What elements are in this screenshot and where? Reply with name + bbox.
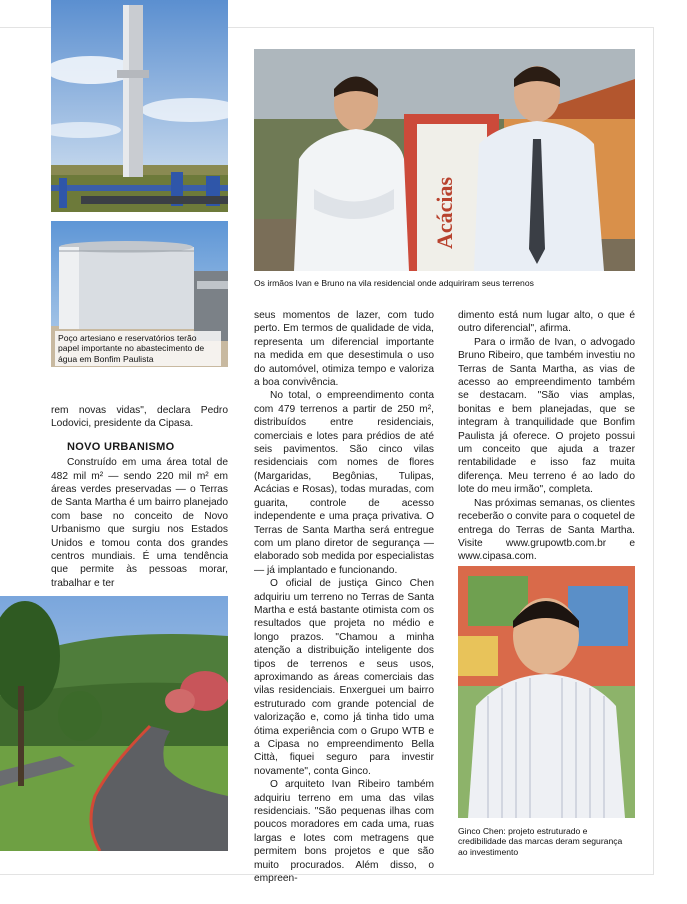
- ginco-chen-photo: [458, 566, 635, 818]
- brothers-photo-caption: Os irmãos Ivan e Bruno na vila residencial onde adquiriram seus terrenos: [254, 278, 534, 288]
- column-2-paragraph-1: seus momentos de lazer, com tudo perto. Em termos de qualidade de vida, representa um diferencial importante na medida em que desestimula o uso do automóvel, otimiza tempo e valoriza a boa convivência.: [254, 310, 434, 389]
- column-2: [254, 309, 434, 885]
- column-2-paragraph-4: O arquiteto Ivan Ribeiro também adquiriu terreno em uma das vilas residenciais. "São pequenas ilhas com poucos moradores em cada uma, ruas largas e lotes com metragens que permitem bons projetos e que são muito procurados. Além disso, o empreen-: [254, 779, 434, 885]
- water-tower-photo: [51, 0, 228, 212]
- brothers-photo: [254, 49, 635, 271]
- column-3-paragraph-2: Para o irmão de Ivan, o advogado Bruno Ribeiro, que também investiu no Terras de Santa Martha, as vias de acesso ao empreendimento também se destacam. "São vias amplas, bonitas e bem planejadas, que se integram à tranquilidade que Bonfim Paulista já oferece. O projeto possui um conceito que ajuda a trazer rentabilidade e isso faz muita diferença. Meu terreno é ao lado do lote do meu irmão", completa.: [458, 336, 635, 496]
- reservoir-photo-caption: Poço artesiano e reservatórios terão papel importante no abastecimento de água em Bonfim Paulista: [55, 331, 221, 366]
- section-heading: NOVO URBANISMO: [67, 440, 175, 453]
- column-1-paragraph: Construído em uma área total de 482 mil m² — sendo 220 mil m² em áreas verdes preservadas — o Terras de Santa Martha é um bairro planejado com base no conceito de Novo Urbanismo que surgiu nos Estados Unidos e tomou conta dos grandes centros mundiais. É uma tendência que permite às pessoas morar, trabalhar e ter: [51, 457, 228, 589]
- road-landscape-photo: [0, 596, 228, 851]
- column-3: [458, 309, 635, 564]
- ginco-photo-caption: Ginco Chen: projeto estruturado e credibilidade das marcas deram segurança ao investimento: [458, 826, 623, 857]
- column-2-paragraph-3: O oficial de justiça Ginco Chen adquiriu um terreno no Terras de Santa Martha e está bastante otimista com os resultados que projeta no médio e longo prazos. "Chamou a minha atenção a distribuição inteligente dos tipos de terrenos e seus usos, aproximando as áreas comerciais das vilas residenciais. Enxerguei um bairro estruturado com grande potencial de valorização e, como já tinha tido uma ótima experiência com o Grupo WTB e a Cipasa no empreendimento Bella Città, fiquei seguro para investir novamente", conta Ginco.: [254, 578, 434, 777]
- column-2-paragraph-2: No total, o empreendimento conta com 479 terrenos a partir de 250 m², distribuídos entre residenciais, comerciais e lotes para prédios de até seis pavimentos. São cinco vilas residenciais com nomes de flores (Margaridas, Begônias, Tulipas, Acácias e Rosas), todas muradas, com guarita, controle de acesso independente e uma praça privativa. O Terras de Santa Martha será entregue com um plano diretor de segurança — elaborado sob medida por especialistas — já implantado e funcionando.: [254, 390, 434, 576]
- column-3-paragraph-3: Nas próximas semanas, os clientes receberão o convite para o coquetel de entrega do Terras de Santa Martha. Visite www.grupowtb.com.br e www.cipasa.com.: [458, 497, 635, 563]
- column-1: [51, 404, 228, 590]
- column-1-intro: rem novas vidas", declara Pedro Lodovici, presidente da Cipasa.: [51, 405, 228, 430]
- village-sign-text: Acácias: [432, 176, 457, 249]
- column-3-paragraph-1: dimento está num lugar alto, o que é outro diferencial", afirma.: [458, 310, 635, 335]
